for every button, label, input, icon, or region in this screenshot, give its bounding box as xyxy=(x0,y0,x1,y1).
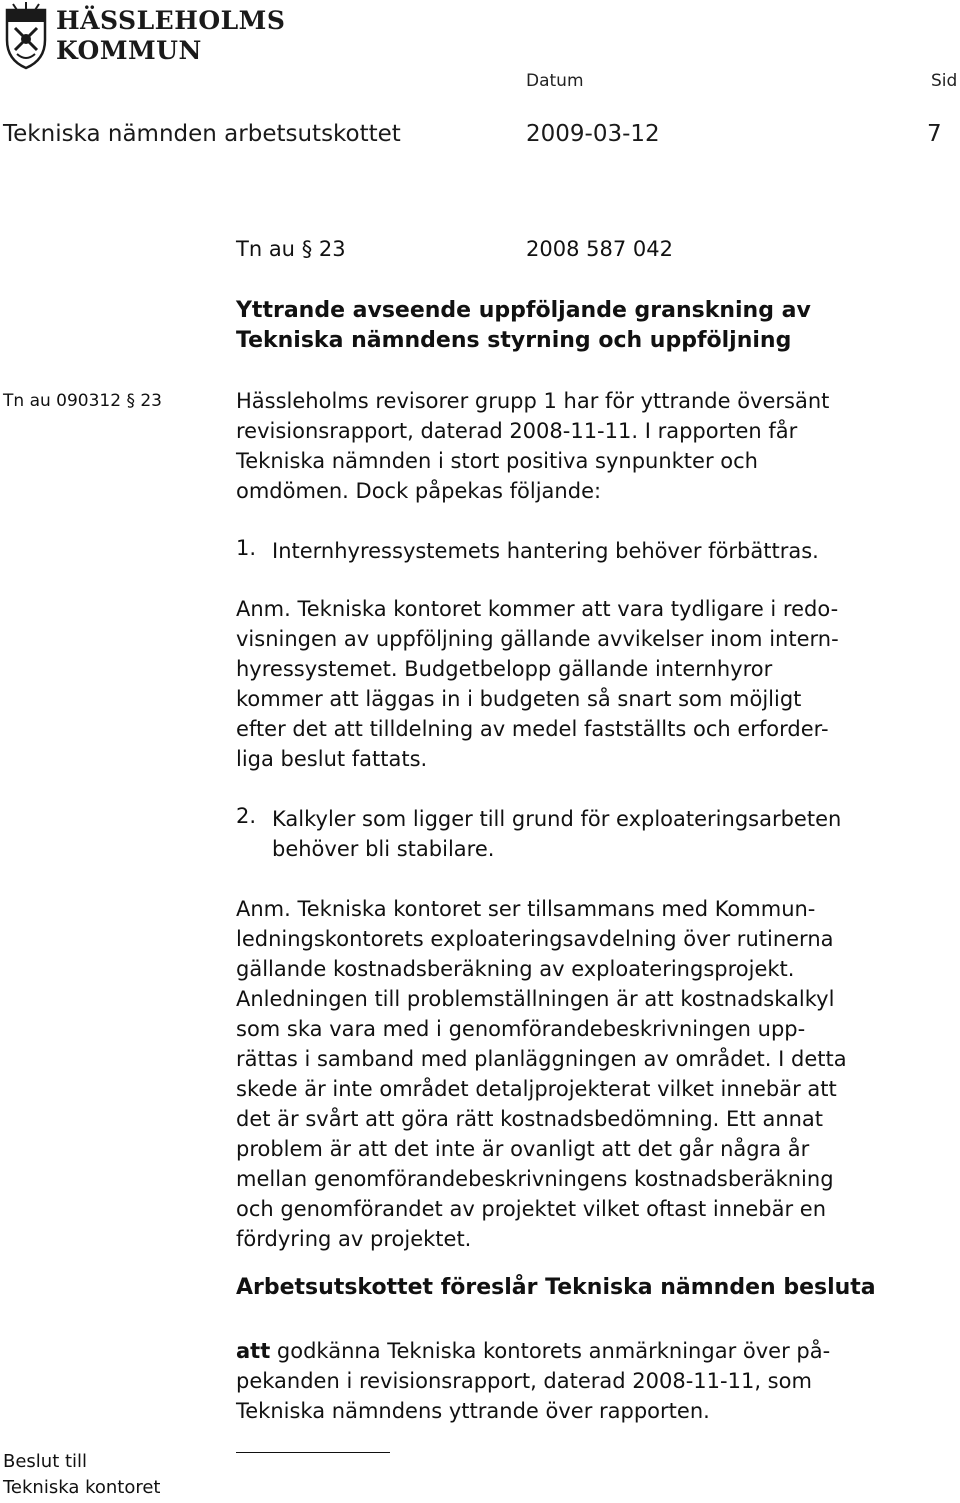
paragraph-line: omdömen. Dock påpekas följande: xyxy=(236,479,602,503)
paragraph-line: rättas i samband med planläggningen av området. I detta xyxy=(236,1047,847,1071)
paragraph-line: gällande kostnadsberäkning av exploateringsprojekt. xyxy=(236,957,795,981)
paragraph-line: Internhyressystemets hantering behöver förbättras. xyxy=(272,539,819,563)
paragraph-line: problem är att det inte är ovanligt att det går några år xyxy=(236,1137,810,1161)
paragraph-line: skede är inte området detaljprojekterat vilket innebär att xyxy=(236,1077,837,1101)
section-symbol: § xyxy=(301,237,313,261)
list-item-text xyxy=(272,804,841,864)
datum-label: Datum xyxy=(526,71,584,91)
list-item-number: 2. xyxy=(236,804,257,828)
paragraph-line: som ska vara med i genomförandebeskrivningen upp- xyxy=(236,1017,806,1041)
paragraph-line: mellan genomförandebeskrivningens kostnadsberäkning xyxy=(236,1167,834,1191)
list-item-number: 1. xyxy=(236,536,257,560)
remark-paragraph xyxy=(236,894,958,1254)
org-name-line2: KOMMUN xyxy=(56,36,202,65)
paragraph-line: ledningskontorets exploateringsavdelning över rutinerna xyxy=(236,927,834,951)
remark-paragraph xyxy=(236,594,958,774)
paragraph-line: Hässleholms revisorer grupp 1 har för yttrande översänt xyxy=(236,389,830,413)
intro-paragraph xyxy=(236,386,958,506)
decision-line: pekanden i revisionsrapport, daterad 2008-11-11, som xyxy=(236,1369,812,1393)
beslut-label-line2: Tekniska kontoret xyxy=(3,1477,161,1498)
coat-of-arms-icon xyxy=(3,2,49,72)
case-title-line: Yttrande avseende uppföljande granskning av xyxy=(236,298,811,323)
diary-number: 2008 587 042 xyxy=(526,237,673,261)
decision-paragraph xyxy=(236,1336,958,1426)
case-section-ref xyxy=(236,237,346,261)
case-number-label: Tn au xyxy=(236,237,295,261)
paragraph-line: det är svårt att göra rätt kostnadsbedömning. Ett annat xyxy=(236,1107,824,1131)
paragraph-line: behöver bli stabilare. xyxy=(272,837,495,861)
paragraph-line: Anledningen till problemställningen är att kostnadskalkyl xyxy=(236,987,835,1011)
paragraph-line: Anm. Tekniska kontoret ser tillsammans med Kommun- xyxy=(236,897,816,921)
decision-line xyxy=(236,1336,958,1366)
paragraph-line: Anm. Tekniska kontoret kommer att vara tydligare i redo- xyxy=(236,597,839,621)
paragraph-line: fördyring av projektet. xyxy=(236,1227,472,1251)
decision-text: godkänna Tekniska kontorets anmärkningar över på- xyxy=(270,1339,831,1363)
paragraph-line: Tekniska nämnden i stort positiva synpunkter och xyxy=(236,449,758,473)
list-item-text xyxy=(272,536,819,566)
beslut-label-line1: Beslut till xyxy=(3,1451,88,1472)
paragraph-line: kommer att läggas in i budgeten så snart som möjligt xyxy=(236,687,802,711)
paragraph-line: hyressystemet. Budgetbelopp gällande internhyror xyxy=(236,657,773,681)
paragraph-line: revisionsrapport, daterad 2008-11-11. I rapporten får xyxy=(236,419,798,443)
section-number: 23 xyxy=(318,237,346,261)
case-title-line: Tekniska nämndens styrning och uppföljning xyxy=(236,328,792,353)
sid-label: Sid xyxy=(931,71,958,91)
meeting-date: 2009-03-12 xyxy=(526,121,660,147)
paragraph-line: efter det att tilldelning av medel fastställts och erforder- xyxy=(236,717,829,741)
paragraph-line: Kalkyler som ligger till grund för exploateringsarbeten xyxy=(272,807,842,831)
paragraph-line: visningen av uppföljning gällande avvikelser inom intern- xyxy=(236,627,839,651)
signature-line xyxy=(236,1452,390,1453)
paragraph-line: och genomförandet av projektet vilket oftast innebär en xyxy=(236,1197,827,1221)
body-name: Tekniska nämnden arbetsutskottet xyxy=(3,121,401,147)
case-title xyxy=(236,296,956,356)
margin-reference: Tn au 090312 § 23 xyxy=(3,391,162,411)
decision-line: Tekniska nämndens yttrande över rapporten. xyxy=(236,1399,710,1423)
proposal-heading: Arbetsutskottet föreslår Tekniska nämnden besluta xyxy=(236,1275,876,1300)
org-name-line1: HÄSSLEHOLMS xyxy=(56,6,286,35)
paragraph-line: liga beslut fattats. xyxy=(236,747,428,771)
att-keyword: att xyxy=(236,1339,271,1363)
page-number: 7 xyxy=(927,121,942,147)
